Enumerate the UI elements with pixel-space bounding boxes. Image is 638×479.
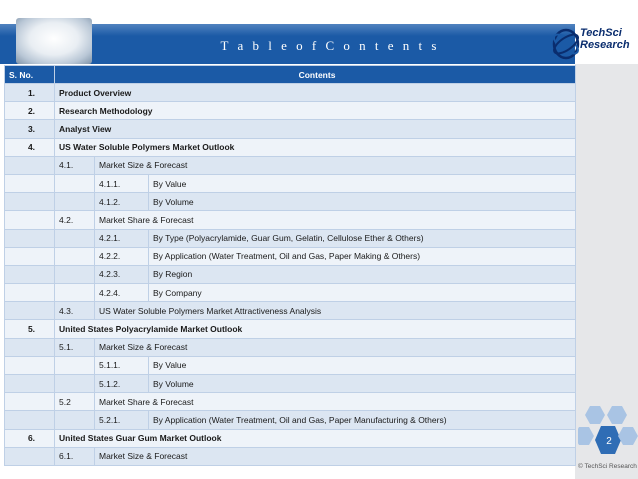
- empty-cell: [5, 356, 55, 374]
- subsubsection-number: 5.2.1.: [95, 411, 149, 429]
- subsubsection-number: 4.2.4.: [95, 284, 149, 302]
- logo-line2: Research: [580, 39, 630, 51]
- table-row: [5, 229, 576, 247]
- table-row: [5, 411, 576, 429]
- section-number: 4.: [5, 138, 55, 156]
- table-row: [5, 247, 576, 265]
- subsubsection-number: 4.1.2.: [95, 193, 149, 211]
- empty-cell: [55, 284, 95, 302]
- empty-cell: [5, 265, 55, 283]
- subsection-title: US Water Soluble Polymers Market Attractiveness Analysis: [95, 302, 576, 320]
- table-row: [5, 84, 576, 102]
- subsubsection-title: By Application (Water Treatment, Oil and Gas, Paper Making & Others): [149, 247, 576, 265]
- subsubsection-number: 4.2.1.: [95, 229, 149, 247]
- section-number: 1.: [5, 84, 55, 102]
- section-title: United States Polyacrylamide Market Outlook: [55, 320, 576, 338]
- copyright: © TechSci Research: [578, 463, 637, 470]
- subsection-number: 6.1.: [55, 447, 95, 465]
- subsection-title: Market Share & Forecast: [95, 211, 576, 229]
- subsubsection-title: By Region: [149, 265, 576, 283]
- empty-cell: [55, 375, 95, 393]
- subsection-title: Market Size & Forecast: [95, 447, 576, 465]
- empty-cell: [5, 447, 55, 465]
- subsubsection-number: 5.1.1.: [95, 356, 149, 374]
- section-title: Product Overview: [55, 84, 576, 102]
- empty-cell: [55, 265, 95, 283]
- empty-cell: [55, 229, 95, 247]
- empty-cell: [55, 247, 95, 265]
- table-row: [5, 211, 576, 229]
- table-row: [5, 447, 576, 465]
- subsubsection-title: By Volume: [149, 193, 576, 211]
- table-row: [5, 393, 576, 411]
- subsubsection-number: 5.1.2.: [95, 375, 149, 393]
- subsubsection-title: By Value: [149, 174, 576, 192]
- table-row: [5, 338, 576, 356]
- hexagon-decoration: [578, 404, 638, 464]
- table-row: [5, 320, 576, 338]
- subsection-number: 5.1.: [55, 338, 95, 356]
- subsubsection-title: By Company: [149, 284, 576, 302]
- subsubsection-title: By Value: [149, 356, 576, 374]
- section-number: 6.: [5, 429, 55, 447]
- subsubsection-title: By Application (Water Treatment, Oil and Gas, Paper Manufacturing & Others): [149, 411, 576, 429]
- product-image: [16, 18, 92, 64]
- column-header-contents: Contents: [55, 66, 576, 84]
- subsection-title: Market Size & Forecast: [95, 156, 576, 174]
- table-row: [5, 429, 576, 447]
- empty-cell: [5, 284, 55, 302]
- empty-cell: [5, 211, 55, 229]
- section-number: 2.: [5, 102, 55, 120]
- header: [0, 0, 638, 60]
- empty-cell: [55, 356, 95, 374]
- table-of-contents: [4, 65, 576, 466]
- subsubsection-number: 4.2.3.: [95, 265, 149, 283]
- table-row: [5, 120, 576, 138]
- table-row: [5, 375, 576, 393]
- subsection-title: Market Size & Forecast: [95, 338, 576, 356]
- subsubsection-number: 4.2.2.: [95, 247, 149, 265]
- table-row: [5, 102, 576, 120]
- table-row: [5, 174, 576, 192]
- empty-cell: [55, 411, 95, 429]
- page-number: 2: [606, 436, 612, 447]
- subsubsection-title: By Volume: [149, 375, 576, 393]
- empty-cell: [55, 193, 95, 211]
- subsection-number: 4.2.: [55, 211, 95, 229]
- table-row: [5, 356, 576, 374]
- section-title: United States Guar Gum Market Outlook: [55, 429, 576, 447]
- page-title: T a b l e o f C o n t e n t s: [220, 38, 440, 53]
- section-number: 3.: [5, 120, 55, 138]
- table-row: [5, 193, 576, 211]
- table-row: [5, 284, 576, 302]
- table-row: [5, 302, 576, 320]
- empty-cell: [5, 193, 55, 211]
- empty-cell: [5, 393, 55, 411]
- subsubsection-title: By Type (Polyacrylamide, Guar Gum, Gelatin, Cellulose Ether & Others): [149, 229, 576, 247]
- empty-cell: [5, 302, 55, 320]
- subsection-number: 5.2: [55, 393, 95, 411]
- subsection-number: 4.3.: [55, 302, 95, 320]
- subsubsection-number: 4.1.1.: [95, 174, 149, 192]
- table-row: [5, 265, 576, 283]
- empty-cell: [5, 156, 55, 174]
- section-title: Research Methodology: [55, 102, 576, 120]
- logo-line1: TechSci: [580, 27, 622, 39]
- section-number: 5.: [5, 320, 55, 338]
- table-row: [5, 138, 576, 156]
- empty-cell: [5, 338, 55, 356]
- column-header-sno: S. No.: [5, 66, 55, 84]
- section-title: Analyst View: [55, 120, 576, 138]
- section-title: US Water Soluble Polymers Market Outlook: [55, 138, 576, 156]
- empty-cell: [5, 229, 55, 247]
- empty-cell: [5, 375, 55, 393]
- empty-cell: [5, 174, 55, 192]
- empty-cell: [5, 411, 55, 429]
- table-row: [5, 156, 576, 174]
- logo-wordmark: [580, 27, 630, 51]
- subsection-title: Market Share & Forecast: [95, 393, 576, 411]
- empty-cell: [5, 247, 55, 265]
- subsection-number: 4.1.: [55, 156, 95, 174]
- empty-cell: [55, 174, 95, 192]
